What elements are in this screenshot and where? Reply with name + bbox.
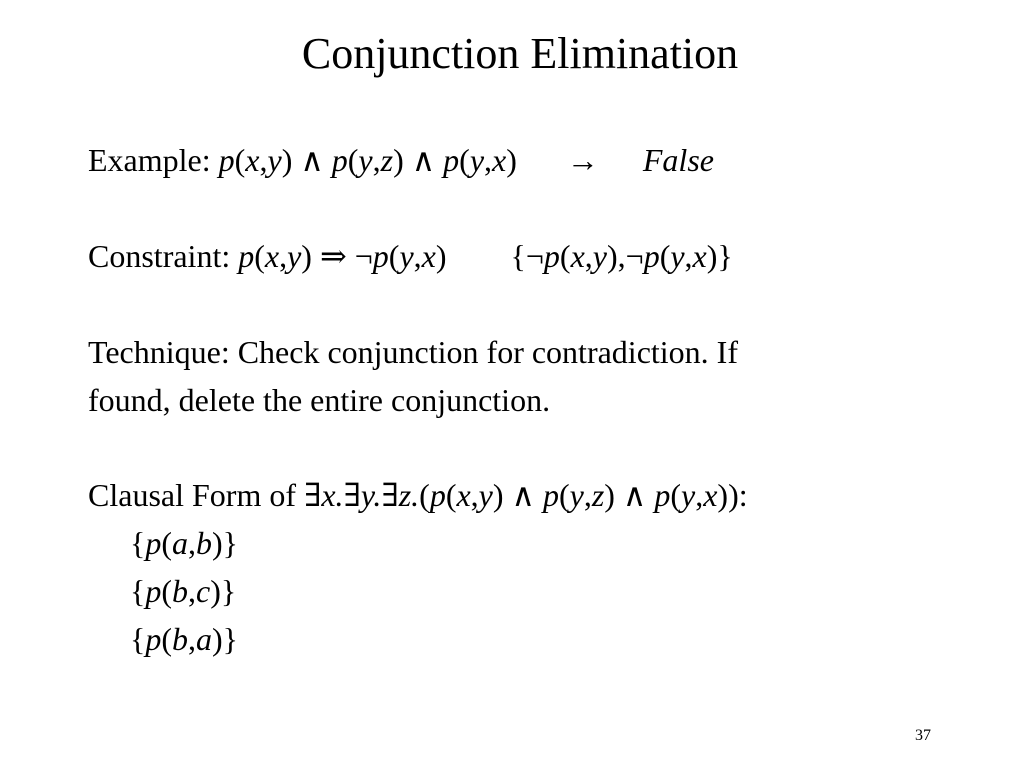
- conjunction-operator: ) ∧: [281, 142, 332, 178]
- paren: (: [161, 525, 173, 561]
- closing-brace: )}: [212, 525, 239, 561]
- constant: b: [196, 525, 213, 561]
- paren: (: [559, 238, 571, 274]
- paren: (: [161, 573, 173, 609]
- variable: x: [421, 238, 436, 274]
- variable: x: [264, 238, 280, 274]
- bound-variable: z.: [398, 477, 420, 513]
- comma: ,: [684, 238, 693, 274]
- comma: ,: [279, 238, 288, 274]
- example-result: False: [642, 142, 714, 178]
- conjunction-operator: ) ∧: [492, 477, 543, 513]
- predicate: p: [331, 142, 348, 178]
- implication-operator: ) ⇒ ¬: [301, 238, 373, 274]
- predicate: p: [238, 238, 255, 274]
- variable: y: [569, 477, 584, 513]
- constraint-label: Constraint:: [88, 238, 231, 274]
- predicate: p: [443, 142, 460, 178]
- predicate: p: [145, 525, 162, 561]
- variable: x: [692, 238, 707, 274]
- closing-brace: )}: [706, 238, 733, 274]
- variable: y: [469, 142, 485, 178]
- predicate: p: [543, 238, 560, 274]
- paren: (: [558, 477, 570, 513]
- constant: b: [172, 621, 189, 657]
- variable: y: [267, 142, 282, 178]
- comma: ,: [372, 142, 381, 178]
- example-formula: [219, 142, 525, 178]
- paren: (: [388, 238, 400, 274]
- variable: y: [358, 142, 373, 178]
- predicate: p: [429, 477, 446, 513]
- clausal-form-line: [88, 475, 748, 515]
- exists-quantifier: ∃: [343, 477, 361, 513]
- paren: (: [445, 477, 457, 513]
- predicate: p: [145, 573, 162, 609]
- example-line: [88, 140, 714, 180]
- variable: y: [670, 238, 685, 274]
- conjunction-operator: ) ∧: [393, 142, 444, 178]
- comma: ,: [188, 525, 197, 561]
- variable: x: [492, 142, 507, 178]
- comma: ,: [413, 238, 422, 274]
- exists-quantifier: ∃: [381, 477, 399, 513]
- variable: y: [592, 238, 607, 274]
- closing-parens: )):: [717, 477, 748, 513]
- closing-brace: )}: [212, 621, 239, 657]
- brace: {: [130, 573, 146, 609]
- predicate: p: [542, 477, 559, 513]
- variable: y: [399, 238, 414, 274]
- comma: ,: [188, 573, 197, 609]
- variable: x: [245, 142, 260, 178]
- technique-line-2: found, delete the entire conjunction.: [88, 382, 551, 418]
- clausal-label: Clausal Form of: [88, 477, 304, 513]
- variable: x: [703, 477, 718, 513]
- closing-brace: )}: [210, 573, 237, 609]
- paren: (: [347, 142, 359, 178]
- brace-negation: {¬: [510, 238, 544, 274]
- clause-3: [130, 619, 238, 659]
- bound-variable: y.: [360, 477, 382, 513]
- paren: (: [459, 142, 470, 178]
- paren: (: [419, 477, 430, 513]
- predicate: p: [218, 142, 235, 178]
- slide-title: Conjunction Elimination: [301, 29, 739, 78]
- separator: ),¬: [606, 238, 644, 274]
- constant: c: [196, 573, 211, 609]
- comma: ,: [695, 477, 704, 513]
- variable: x: [570, 238, 585, 274]
- constant: a: [196, 621, 213, 657]
- comma: ,: [583, 477, 592, 513]
- example-label: Example:: [88, 142, 211, 178]
- brace: {: [130, 621, 146, 657]
- paren: ): [435, 238, 447, 274]
- clause-1: [130, 523, 238, 563]
- comma: ,: [584, 238, 593, 274]
- clausal-formula: [304, 477, 748, 513]
- technique-line-1: Technique: Check conjunction for contradiction. If: [88, 334, 738, 370]
- constraint-line: [88, 236, 733, 276]
- comma: ,: [259, 142, 268, 178]
- variable: y: [287, 238, 302, 274]
- constant: b: [172, 573, 189, 609]
- variable: y: [478, 477, 493, 513]
- variable: y: [681, 477, 696, 513]
- comma: ,: [188, 621, 197, 657]
- comma: ,: [470, 477, 479, 513]
- page-number: 37: [915, 727, 931, 744]
- paren: (: [670, 477, 681, 513]
- paren: (: [254, 238, 265, 274]
- constraint-clause-set: [511, 238, 733, 274]
- paren: (: [161, 621, 173, 657]
- conjunction-operator: ) ∧: [604, 477, 655, 513]
- exists-quantifier: ∃: [303, 477, 322, 513]
- paren: ): [506, 142, 517, 178]
- paren: (: [659, 238, 671, 274]
- comma: ,: [484, 142, 493, 178]
- constant: a: [172, 525, 189, 561]
- variable: z: [380, 142, 394, 178]
- predicate: p: [654, 477, 671, 513]
- predicate: p: [145, 621, 162, 657]
- variable: z: [591, 477, 605, 513]
- bound-variable: x.: [321, 477, 344, 513]
- variable: x: [456, 477, 471, 513]
- implies-arrow: →: [566, 142, 599, 178]
- constraint-formula: [238, 238, 454, 274]
- predicate: p: [643, 238, 660, 274]
- paren: (: [234, 142, 246, 178]
- clause-2: [130, 571, 236, 611]
- predicate: p: [372, 238, 389, 274]
- brace: {: [130, 525, 146, 561]
